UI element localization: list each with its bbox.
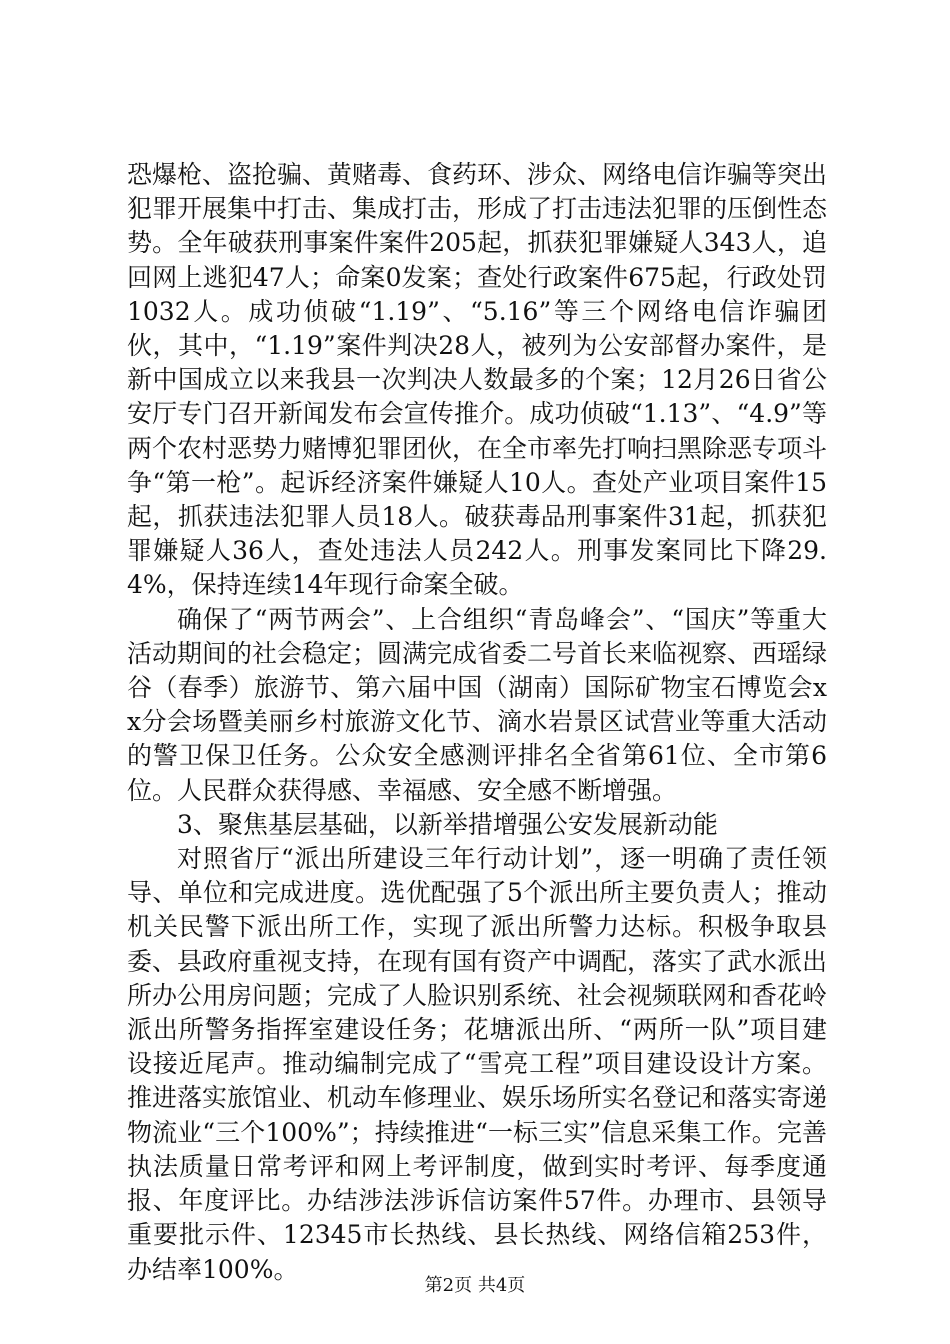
section-heading: 3、聚焦基层基础，以新举措增强公安发展新动能 — [177, 809, 718, 839]
paragraph-crime-crackdown: 恐爆枪、盗抢骗、黄赌毒、食药环、涉众、网络电信诈骗等突出犯罪开展集中打击、集成打击，形成了打击违法犯罪的压倒性态势。全年破获刑事案件案件205起，抓获犯罪嫌疑人343人，追回网上逃犯47人；命案0发案；查处行政案件675起，行政处罚1032人。成功侦破“1.19”、“5.16”等三个网络电信诈骗团伙，其中，“1.19”案件判决28人，被列为公安部督办案件，是新中国成立以来我县一次判决人数最多的个案；12月26日省公安厅专门召开新闻发布会宣传推介。成功侦破“1.13”、“4.9”等两个农村恶势力赌博犯罪团伙，在全市率先打响扫黑除恶专项斗争“第一枪”。起诉经济案件嫌疑人10人。查处产业项目案件15起，抓获违法犯罪人员18人。破获毒品刑事案件31起，抓获犯罪嫌疑人36人，查处违法人员242人。刑事发案同比下降29.4%，保持连续14年现行命案全破。 — [127, 160, 828, 600]
paragraph-grassroots-work: 对照省厅“派出所建设三年行动计划”，逐一明确了责任领导、单位和完成进度。选优配强了5个派出所主要负责人；推动机关民警下派出所工作，实现了派出所警力达标。积极争取县委、县政府重视支持，在现有国有资产中调配，落实了武水派出所办公用房问题；完成了人脸识别系统、社会视频联网和香花岭派出所警务指挥室建设任务；花塘派出所、“两所一队”项目建设接近尾声。推动编制完成了“雪亮工程”项目建设设计方案。推进落实旅馆业、机动车修理业、娱乐场所实名登记和落实寄递物流业“三个100%”；持续推进“一标三实”信息采集工作。完善执法质量日常考评和网上考评制度，做到实时考评、每季度通报、年度评比。办结涉法涉诉信访案件57件。办理市、县领导重要批示件、12345市长热线、县长热线、网络信箱253件，办结率100%。 — [127, 844, 828, 1284]
page-number: 第2页 共4页 — [424, 1275, 526, 1296]
paragraph-event-security: 确保了“两节两会”、上合组织“青岛峰会”、“国庆”等重大活动期间的社会稳定；圆满完成省委二号首长来临视察、西瑶绿谷（春季）旅游节、第六届中国（湖南）国际矿物宝石博览会xx分会场暨美丽乡村旅游文化节、滴水岩景区试营业等重大活动的警卫保卫任务。公众安全感测评排名全省第61位、全市第6位。人民群众获得感、幸福感、安全感不断增强。 — [127, 604, 828, 805]
document-body — [127, 158, 827, 1287]
